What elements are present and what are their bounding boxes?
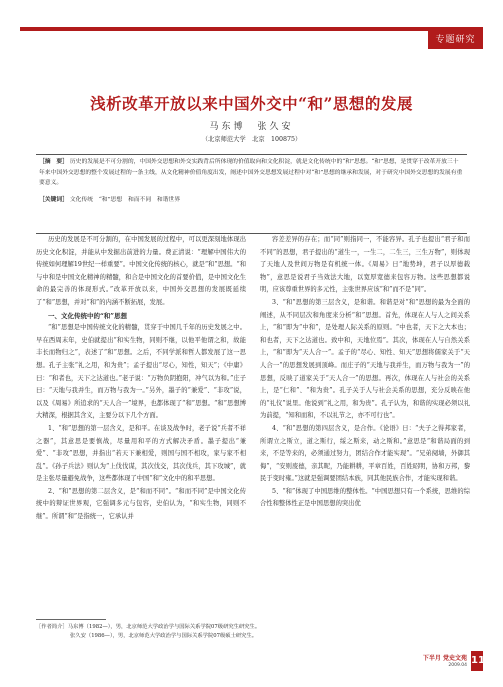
abstract-text: 历史的发展是不可分割的，中国外交思想和外交实践背后所体现的价值取向和文化积淀，就是文化传统中的“和”思想。“和”思想，是贯穿于改革开放三十年来中国外交思想的整个发展过程的一条主线，从文化精神价值角度出发，阐述中国外交思想发展过程中对“和”思想的继承和发展，对于研究中国外交思想的发展有重要意义。 [39, 159, 463, 186]
article-title: 浅析改革开放以来中国外交中“和”思想的发展 [90, 94, 413, 113]
body-paragraph: 容差差异的存在；而“同”则指同一，不能容异。孔子也提出“君子和而不同”的思想，君子提出的“道生一，一生二，二生三，三生万物”，则体现了天地人及世间万物是有机统一体。《周易》日“地势坤，君子以厚德载物”，意思是说君子当效法大地，以宽厚宽德来包容万物。这些思想都说明，应该尊重世界的多元性，主张世界应该“和”而不是“同”。 [260, 236, 470, 294]
body-column-left [36, 234, 246, 524]
body-paragraph: 3、“和”思想的第三层含义，是和谐。和谐是对“和”思想的最为全面的阐述，从不同层次和角度来分析“和”思想。首先，体现在人与人之间关系上，“和”即为“中和”，是处理人际关系的原则。“中也者，天下之大本也；和也者，天下之达道也。致中和，天地位焉”。其次，体现在人与自然关系上，“和”即为“天人合一”。孟子的“尽心、知性、知天”思想将儒家关于“天人合一”的思想发展到顶峰。而庄子的“天地与我并生，而万物与我为一”的思想，反映了道家关于“天人合一”的思想。再次，体现在人与社会的关系上，是“仁和”、“和为贵”。孔子关于人与社会关系的思想，充分反映在他的“礼仪”说里。他说到“礼之用，和为贵”。孔子认为，和谐的实现必须以礼为前提，“知和而和，不以礼节之，亦不可行也”。 [260, 298, 470, 420]
keywords [39, 195, 464, 205]
body-paragraph: “和”思想是中国传统文化的精髓，贯穿于中国几千年的历史发展之中。早在西周末年，史伯就提出“和实生物，同则不继，以他平他谓之和，故能丰长而物归之”，表述了“和”思想。之后，不同学派和哲人都发展了这一思想。孔子主张“礼之用，和为贵”；孟子提出“尽心，知性，知天”；《中庸》曰：“和者也，天下之达道也。”老子说：“万物负阴抱阳，冲气以为和。”庄子曰：“天地与我并生，而万物与我为一。”另外，墨子的“兼爱”、“非攻”说，以及《周易》所追求的“天人合一”境界，也都体现了“和”思想。“和”思想博大精深，根据其含义，主要分以下几个方面。 [36, 324, 246, 420]
footnote-2: 张久安（1986—），男，北京师范大学政治学与国际关系学院07级硕士研究生。 [70, 633, 258, 639]
page-number: 11 [471, 651, 483, 671]
body-paragraph: 1、“和”思想的第一层含义，是和平。在谈及战争时，老子说“兵者不祥之器”，其意思是要慎战，尽量用和平的方式解决矛盾。墨子提出“兼爱”、“非攻”思想，并指出“若天下兼相爱，则国与国不相攻，家与家不相乱”。《孙子兵法》则认为“上伐伐谋，其次伐交，其次伐兵，其下攻城”，就是主张尽量避免战争，这些都体现了中国“和”文化中的和平思想。 [36, 424, 246, 483]
body-paragraph: 历史的发展是不可分割的，在中国发展的过程中，可以更深刻地体现出历史文化积淀，并能从中发掘出前进的力量。费正清说：“理解中国伟大的传统如何理解19世纪一样重要”。中国文化传统的核心，就是“和”思想。“和与中和是中国文化精神的精髓，和合是中国文化的首要价值，是中国文化生命的最完善的体现形式。”改革开放以来，中国外交思想的发展既延续了“和”思想，并对“和”的内涵不断拓展，发展。 [36, 236, 246, 306]
body-paragraph: 4、“和”思想的第四层含义，是合作。《论语》日：“夫子之得邦家者，所谓立之斯立，道之斯行，绥之斯来，动之斯和。”意思是“和谐局面的到来，不是等来的，必须通过努力，团结合作才能实现”。“兄弟阋墙，外御其侮”，“安则废德，亲其昵，乃能耕耕，平章百姓，百姓昭明，协和万邦，黎民于变时雍。”这就是强调要团结本族，同其他民族合作，才能实现和谐。 [260, 424, 470, 483]
section-heading: 一、文化传统中的“和”思想 [48, 311, 127, 320]
abstract [39, 157, 464, 189]
header-rule [20, 27, 483, 31]
footer-issue: 2009.04 [448, 663, 467, 668]
footer-brand-name: 党史文苑 [442, 655, 467, 662]
article-affiliation: （北京师范大学 北京 100875） [201, 136, 302, 143]
footer-page-label: 下半月 [422, 655, 441, 662]
footnote-1: ［作者简介］马东博（1982—），男，北京师范大学政治学与国际关系学院07级研究生研究生。 [36, 624, 261, 630]
section-tag: 专题研究 [428, 31, 483, 49]
body-paragraph: 2、“和”思想的第二层含义，是“和而不同”。“和而不同”是中国文化传统中的辩证世界观，它强调多元与包容，史伯认为，“和实生物，同则不继”。所谓“和”是指统一，它承认并 [36, 487, 246, 521]
footer-brand [423, 653, 467, 662]
footnote-rule [36, 619, 106, 620]
footnotes [36, 623, 467, 641]
keywords-text: 文化传统 “和”思想 和而不同 和谐世界 [69, 196, 181, 203]
abstract-label: ［摘 要］ [39, 159, 68, 165]
body-paragraph: 5、“和”体现了中国思维的整体性。“中国思想只有一个系统，思维的综合性和整体性正是中国思想的突出优 [260, 487, 470, 508]
abstract-box [36, 154, 467, 234]
keywords-label: ［关键词］ [39, 196, 68, 203]
article-authors: 马东博 张久安 [209, 122, 294, 132]
body-column-right [260, 234, 470, 511]
